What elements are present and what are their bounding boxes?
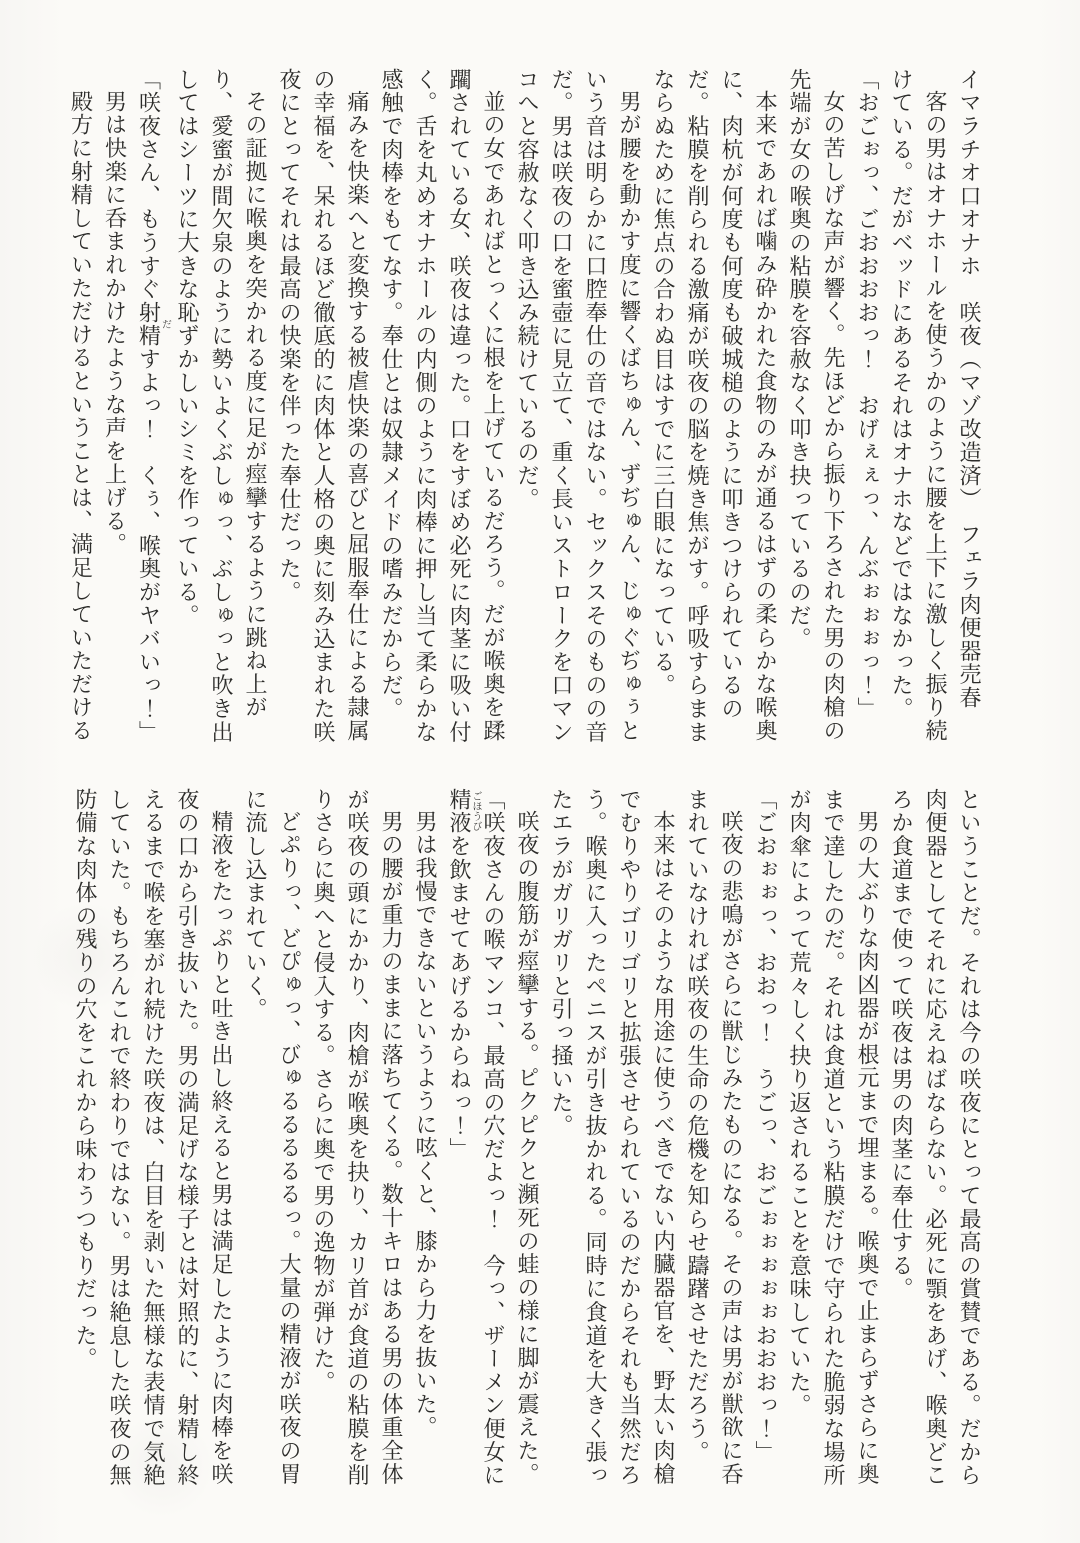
ruby-annotated-word: 射精だ <box>136 301 171 348</box>
text-block-bottom <box>46 788 986 1492</box>
paragraph: 本来であれば噛み砕かれた食物のみが通るはずの柔らかな喉奥に、肉杭が何度も何度も破城槌のように叩きつけられているのだ。粘膜を削られる激痛が咲夜の脳を焼き焦がす。呼吸すらままならぬために焦点の合わぬ目はすでに三白眼になっている。 <box>651 68 778 744</box>
paragraph: 殿方に射精していただけるということは、満足していただける <box>68 90 94 743</box>
paragraph: 男は快楽に呑まれかけたような声を上げる。 <box>102 90 128 556</box>
ruby-annotated-word: 精液ごほうび <box>447 788 481 835</box>
paragraph: 並の女であればとっくに根を上げているだろう。だが喉奥を蹂躙されている女、咲夜は違った。口をすぼめ必死に肉茎に吸い付く。舌を丸めオナホールの内側のように肉棒に押し当て柔らかな感触で肉棒をもてなす。奉仕とは奴隷メイドの嗜みだからだ。 <box>379 68 506 744</box>
paragraph: 「咲夜さんの喉マンコ、最高の穴だよっ！ 今っ、ザーメン便女に精液ごほうびを飲ませてあげるからねっ！」 <box>447 788 506 1487</box>
paragraph: 精液をたっぷりと吐き出し終えると男は満足したように肉棒を咲夜の口から引き抜いた。男の満足げな様子とは対照的に、射精し終えるまで喉を塞がれ続けた咲夜は、白目を剥いた無様な表情で気絶していた。もちろんこれで終わりではない。男は絶息した咲夜の無防備な肉体の残りの穴をこれから味わうつもりだった。 <box>73 788 234 1487</box>
paragraph: 「咲夜さん、もうすぐ射精だすよっ！ くぅ、喉奥がヤバいっ！」 <box>136 68 171 744</box>
paragraph: 本来はそのような用途に使うべきでない内臓器官を、野太い肉槍でむりやりゴリゴリと拡張させられているのだからそれも当然だろう。喉奥に入ったペニスが引き抜かれる。同時に食道を大きく張ったエラがガリガリと引っ掻いた。 <box>549 788 676 1487</box>
paragraph: 「おごぉっ、ごおおおおっ！ おげぇぇっ、んぶぉぉぉっ！」 <box>855 68 880 721</box>
doc-title: イマラチオ口オナホ 咲夜（マゾ改造済） フェラ肉便器売春 <box>957 68 982 710</box>
paragraph: 「ごおぉぉっ、おおっ！ うごっ、おごぉぉぉぉぉおおおっ！」 <box>753 788 778 1464</box>
paragraph: ということだ。それは今の咲夜にとって最高の賞賛である。だから肉便器としてそれに応えねばならない。必死に顎をあげ、喉奥どころか食道まで使って咲夜は男の肉茎に奉仕する。 <box>889 788 982 1487</box>
paragraph: その証拠に喉奥を突かれる度に足が痙攣するように跳ね上がり、愛蜜が間欠泉のように勢いよくぶしゅっ、ぶしゅっと吹き出してはシーツに大きな恥ずかしいシミを作っている。 <box>175 68 268 744</box>
paragraph: 咲夜の悲鳴がさらに獣じみたものになる。その声は男が獣欲に呑まれていなければ咲夜の生命の危機を知らせ躊躇させただろう。 <box>685 788 744 1486</box>
text-block-top <box>46 68 986 760</box>
paragraph: 痛みを快楽へと変換する被虐快楽の喜びと屈服奉仕による隷属の幸福を、呆れるほど徹底的に肉体と人格の奥に刻み込まれた咲夜にとってそれは最高の快楽を伴った奉仕だった。 <box>277 68 370 744</box>
paragraph: 咲夜の腹筋が痙攣する。ピクピクと瀕死の蛙の様に脚が震えた。 <box>515 810 540 1486</box>
paragraph: 男の腰が重力のままに落ちてくる。数十キロはある男の体重全体が咲夜の頭にかかり、肉槍が喉奥を抉り、カリ首が食道の粘膜を削りさらに奥へと侵入する。さらに奥で男の逸物が弾けた。 <box>311 788 404 1487</box>
paragraph: 男は我慢できないというように呟くと、膝から力を抜いた。 <box>413 810 438 1440</box>
paragraph: 男の大ぶりな肉凶器が根元まで埋まる。喉奥で止まらずさらに奥まで達したのだ。それは食道という粘膜だけで守られた脆弱な場所が肉傘によって荒々しく抉り返されることを意味していた。 <box>787 788 880 1487</box>
paragraph: 女の苦しげな声が響く。先ほどから振り下ろされた男の肉槍の先端が女の喉奥の粘膜を容赦なく叩き抉っているのだ。 <box>787 68 846 743</box>
paragraph: 男が腰を動かす度に響くばちゅん、ずぢゅん、じゅぐぢゅぅという音は明らかに口腔奉仕の音ではない。セックスそのものの音だ。男は咲夜の口を蜜壺に見立て、重く長いストロークを口マンコへと容赦なく叩き込み続けているのだ。 <box>515 68 642 744</box>
paragraph: 客の男はオナホールを使うかのように腰を上下に激しく振り続けている。だがベッドにあるそれはオナホなどではなかった。 <box>889 68 948 743</box>
paragraph: どぷりっ、どぴゅっ、びゅるるるるるっ。大量の精液が咲夜の胃に流し込まれていく。 <box>243 788 302 1486</box>
